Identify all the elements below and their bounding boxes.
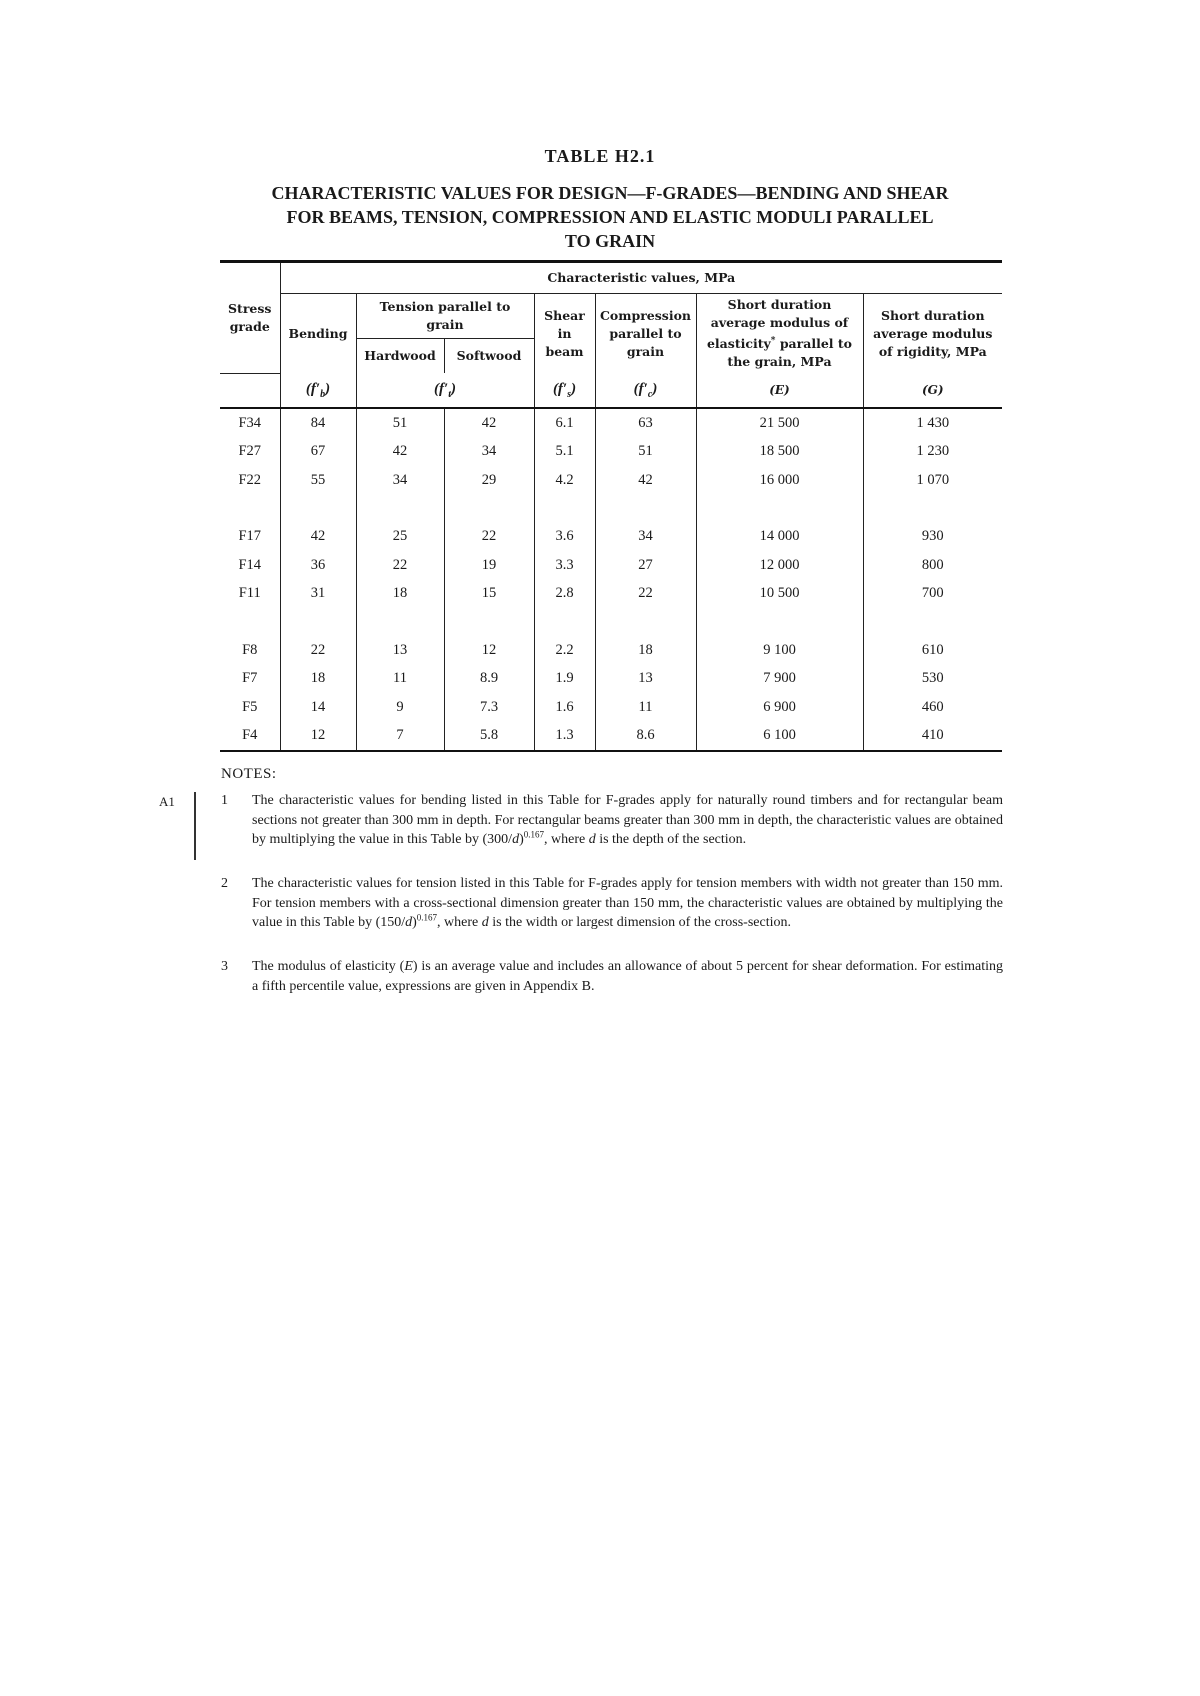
symbol-rigidity: (G) <box>863 373 1002 408</box>
header-tension: Tension parallel to grain <box>356 294 534 339</box>
header-compression: Compression parallel to grain <box>595 294 696 374</box>
value-cell: 29 <box>444 466 534 495</box>
table-row <box>220 636 1002 665</box>
value-cell: 7.3 <box>444 693 534 722</box>
group-spacer <box>220 495 1002 523</box>
value-cell: 9 <box>356 693 444 722</box>
value-cell: 1 230 <box>863 438 1002 467</box>
value-cell: 34 <box>595 523 696 552</box>
value-cell: 7 900 <box>696 665 863 694</box>
value-cell: 13 <box>356 636 444 665</box>
table-row <box>220 551 1002 580</box>
note-text: The modulus of elasticity (E) is an average value and includes an allowance of about 5 percent for shear deformation. For estimating a fifth percentile value, expressions are given in Appendix B. <box>252 959 1003 994</box>
value-cell: 9 100 <box>696 636 863 665</box>
value-cell: 12 <box>280 722 356 752</box>
value-cell: 18 500 <box>696 438 863 467</box>
value-cell: 12 <box>444 636 534 665</box>
stress-grade-cell: F7 <box>242 670 258 687</box>
value-cell: 42 <box>356 438 444 467</box>
stress-grade-cell: F11 <box>238 585 261 602</box>
characteristic-values-table <box>220 260 1002 752</box>
value-cell: 460 <box>863 693 1002 722</box>
table-row <box>220 665 1002 694</box>
value-cell: 15 <box>444 580 534 609</box>
symbol-bending: $(f'_b)$ <box>280 373 356 408</box>
notes-heading: NOTES: <box>221 766 277 782</box>
value-cell: 51 <box>356 408 444 438</box>
value-cell: 67 <box>280 438 356 467</box>
stress-grade-cell: F5 <box>242 698 258 715</box>
header-shear: Shear in beam <box>534 294 595 374</box>
value-cell: 55 <box>280 466 356 495</box>
amendment-marker: A1 <box>159 794 175 809</box>
symbol-compression: $(f'_c)$ <box>595 373 696 408</box>
table-row <box>220 466 1002 495</box>
table-row <box>220 438 1002 467</box>
stress-grade-cell: F22 <box>238 471 262 488</box>
value-cell: 700 <box>863 580 1002 609</box>
value-cell: 18 <box>595 636 696 665</box>
stress-grade-cell: F14 <box>238 556 262 573</box>
value-cell: 2.2 <box>534 636 595 665</box>
value-cell: 1 070 <box>863 466 1002 495</box>
title-line-3: TO GRAIN <box>564 231 656 251</box>
value-cell: 18 <box>356 580 444 609</box>
value-cell: 800 <box>863 551 1002 580</box>
table-row <box>220 408 1002 438</box>
value-cell: 1.6 <box>534 693 595 722</box>
value-cell: 8.9 <box>444 665 534 694</box>
value-cell: 14 000 <box>696 523 863 552</box>
value-cell: 19 <box>444 551 534 580</box>
value-cell: 22 <box>356 551 444 580</box>
table-title <box>215 181 1005 253</box>
value-cell: 4.2 <box>534 466 595 495</box>
value-cell: 5.1 <box>534 438 595 467</box>
value-cell: 8.6 <box>595 722 696 752</box>
value-cell: 6.1 <box>534 408 595 438</box>
table-row <box>220 523 1002 552</box>
table-header <box>220 262 1002 409</box>
value-cell: 2.8 <box>534 580 595 609</box>
value-cell: 1 430 <box>863 408 1002 438</box>
value-cell: 12 000 <box>696 551 863 580</box>
value-cell: 18 <box>280 665 356 694</box>
title-line-2: FOR BEAMS, TENSION, COMPRESSION AND ELASTIC MODULI PARALLEL <box>286 207 934 227</box>
value-cell: 63 <box>595 408 696 438</box>
note-2 <box>221 874 1003 933</box>
value-cell: 530 <box>863 665 1002 694</box>
value-cell: 22 <box>444 523 534 552</box>
note-3 <box>221 957 1003 996</box>
value-cell: 7 <box>356 722 444 752</box>
note-number: 2 <box>221 876 228 891</box>
note-text: The characteristic values for tension listed in this Table for F-grades apply for tension members with width not greater than 150 mm. For tension members with a cross-sectional dimension greater than 150 mm, the characteristic values are obtained by multiplying the value in this Table by $(150/d)^{0.167}$, where d is the width or largest dimension of the cross-section. <box>252 876 1003 930</box>
value-cell: 22 <box>280 636 356 665</box>
value-cell: 6 900 <box>696 693 863 722</box>
value-cell: 11 <box>356 665 444 694</box>
value-cell: 3.3 <box>534 551 595 580</box>
value-cell: 14 <box>280 693 356 722</box>
symbol-shear: $(f'_s)$ <box>534 373 595 408</box>
header-stress-grade: Stress grade <box>220 262 280 374</box>
value-cell: 36 <box>280 551 356 580</box>
table-body <box>220 408 1002 751</box>
value-cell: 10 500 <box>696 580 863 609</box>
note-1 <box>221 791 1003 850</box>
value-cell: 610 <box>863 636 1002 665</box>
value-cell: 42 <box>280 523 356 552</box>
value-cell: 16 000 <box>696 466 863 495</box>
value-cell: 84 <box>280 408 356 438</box>
value-cell: 51 <box>595 438 696 467</box>
value-cell: 1.9 <box>534 665 595 694</box>
value-cell: 22 <box>595 580 696 609</box>
symbol-elasticity: (E) <box>696 373 863 408</box>
value-cell: 42 <box>595 466 696 495</box>
value-cell: 11 <box>595 693 696 722</box>
value-cell: 34 <box>444 438 534 467</box>
value-cell: 5.8 <box>444 722 534 752</box>
table-number: TABLE H2.1 <box>544 146 656 166</box>
stress-grade-cell: F27 <box>238 443 262 460</box>
value-cell: 13 <box>595 665 696 694</box>
amendment-bar <box>194 792 196 860</box>
table-row <box>220 580 1002 609</box>
stress-grade-cell: F17 <box>238 528 262 545</box>
value-cell: 6 100 <box>696 722 863 752</box>
value-cell: 34 <box>356 466 444 495</box>
header-softwood: Softwood <box>444 339 534 374</box>
symbol-tension: $(f'_t)$ <box>356 373 534 408</box>
value-cell: 930 <box>863 523 1002 552</box>
value-cell: 31 <box>280 580 356 609</box>
title-line-1: CHARACTERISTIC VALUES FOR DESIGN—F-GRADES—BENDING AND SHEAR <box>271 183 949 203</box>
note-text: The characteristic values for bending listed in this Table for F-grades apply for naturally round timbers and for rectangular beam sections not greater than 300 mm in depth. For rectangular beams greater than 300 mm in depth, the characteristic values are obtained by multiplying the value in this Table by $(300/d)^{0.167}$, where d is the depth of the section. <box>252 793 1003 847</box>
table-row <box>220 693 1002 722</box>
value-cell: 25 <box>356 523 444 552</box>
group-spacer <box>220 608 1002 636</box>
note-number: 3 <box>221 959 228 974</box>
stress-grade-cell: F8 <box>242 641 258 658</box>
value-cell: 21 500 <box>696 408 863 438</box>
stress-grade-cell: F4 <box>220 722 280 752</box>
table-row <box>220 722 1002 752</box>
header-elasticity: Short duration average modulus of elasticity* parallel to the grain, MPa <box>696 294 863 374</box>
value-cell: 3.6 <box>534 523 595 552</box>
header-characteristic-values: Characteristic values, MPa <box>280 262 1002 294</box>
value-cell: 1.3 <box>534 722 595 752</box>
value-cell: 410 <box>863 722 1002 752</box>
value-cell: 42 <box>444 408 534 438</box>
header-rigidity: Short duration average modulus of rigidity, MPa <box>863 294 1002 374</box>
note-number: 1 <box>221 793 228 808</box>
value-cell: 27 <box>595 551 696 580</box>
header-hardwood: Hardwood <box>356 339 444 374</box>
header-bending: Bending <box>280 294 356 374</box>
stress-grade-cell: F34 <box>238 414 262 431</box>
